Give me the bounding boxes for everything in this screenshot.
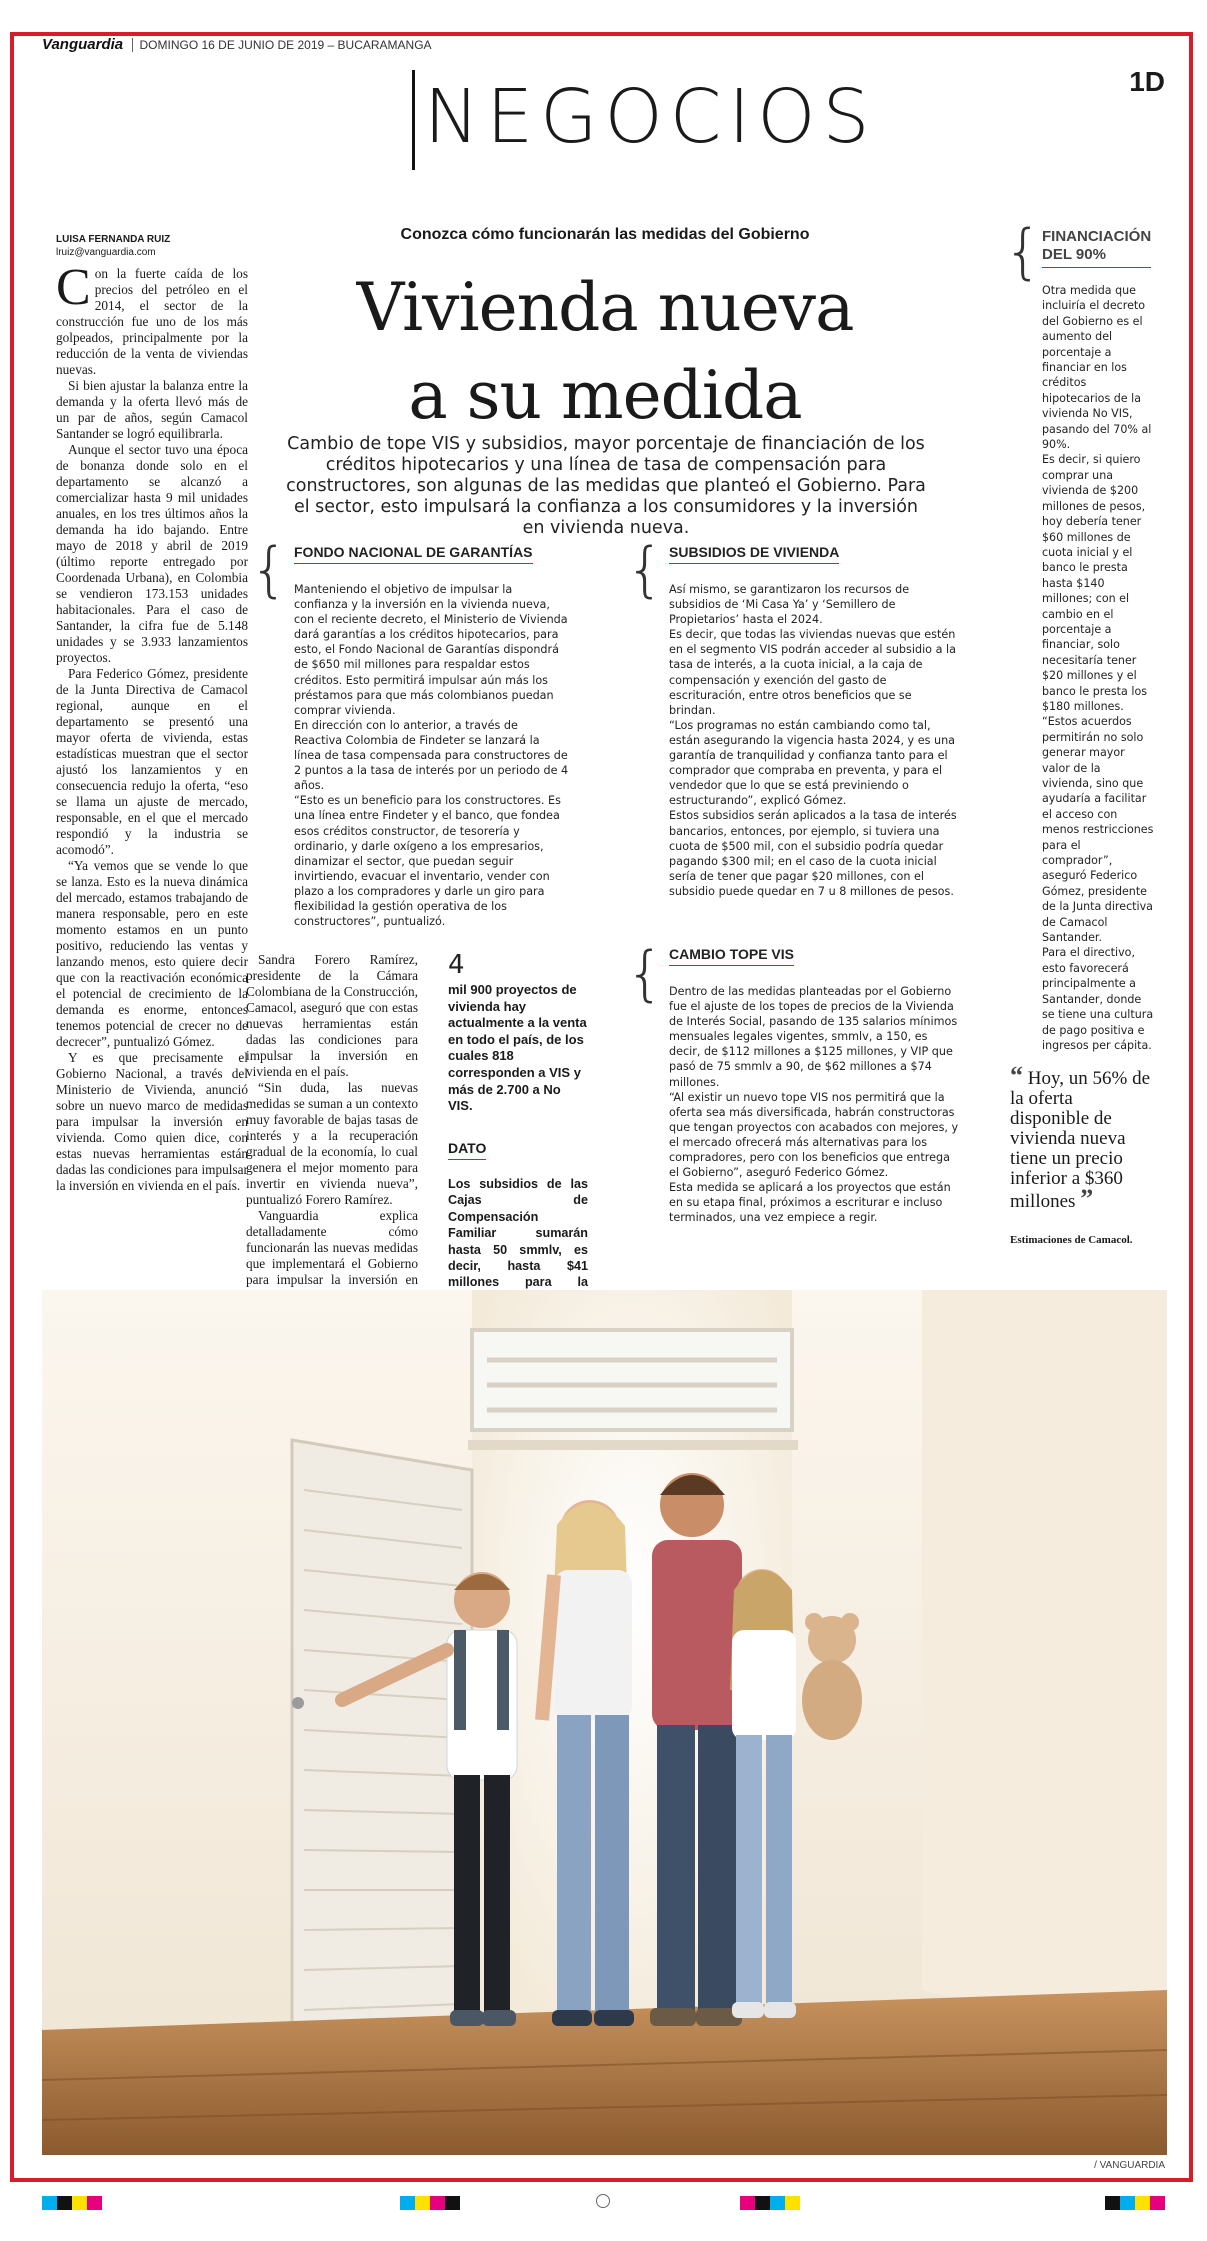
- paragraph: “Al existir un nuevo tope VIS nos permitirá que la oferta sea más diversificada, habrán constructoras que tengan proyectos con acabados con mejores, y el mercado ofrecerá más alternativas para los compradores, pero con los beneficios que entrega el Gobierno”, aseguró Federico Gómez.: [669, 1090, 959, 1180]
- box-title: FONDO NACIONAL DE GARANTÍAS: [294, 544, 533, 564]
- quote-open-icon: “: [1010, 1061, 1023, 1090]
- teddy-bear: [802, 1613, 862, 1740]
- sidebar-title-line: DEL 90%: [1042, 246, 1106, 263]
- page-number: 1D: [1129, 66, 1165, 97]
- author-email: lruiz@vanguardia.com: [56, 246, 156, 258]
- brace-icon: {: [626, 939, 665, 1009]
- dato-text: Los subsidios de las Cajas de Compensación Familiar sumarán hasta 50 smmlv, es decir, hasta $41 millones para la: [448, 1177, 588, 1290]
- paragraph: Para el directivo, esto favorecerá principalmente a Santander, donde se tiene una cultura de pago positiva e ingresos per cápita.: [1042, 946, 1154, 1052]
- paragraph: Si bien ajustar la balanza entre la demanda y la oferta llevó más de un par de años, según Camacol Santander se logró equilibrarla.: [56, 378, 248, 441]
- paragraph: Para Federico Gómez, presidente de la Junta Directiva de Camacol regional, aunque en el departamento se presentó una mayor oferta de vivienda, estas estadísticas muestran que el sector ajustó los lanzamientos y en consecuencia redujo la oferta, “eso se llama un ajuste de mercado, responsable, en el que el mercado respondió y la industria se acomodó”.: [56, 666, 248, 857]
- paragraph: Aunque el sector tuvo una época de bonanza donde solo en el departamento se alcanzó a comercializar hasta 9 mil unidades anuales, en los tres últimos años la demanda ha ido bajando. Entre mayo de 2018 y abril de 2019 (último reporte entregado por Coordenada Urbana), en Colombia se vendieron 173.153 unidades habitacionales. Para el caso de Santander, la cifra fue de 5.148 unidades y se 3.933 lanzamientos proyectos.: [56, 442, 248, 665]
- section-divider: [412, 70, 415, 170]
- headline-line: Vivienda nueva: [356, 269, 854, 346]
- box-cambio-tope: [669, 984, 959, 1226]
- kicker: Conozca cómo funcionarán las medidas del Gobierno: [400, 226, 810, 243]
- drop-cap: C: [56, 259, 91, 316]
- paragraph: Vanguardia explica detalladamente cómo funcionarán las nuevas medidas que implementará el Gobierno para impulsar la inversión en: [246, 1208, 418, 1287]
- paragraph: Dentro de las medidas planteadas por el Gobierno fue el ajuste de los topes de precios de la Vivienda de Interés Social, pasando de 135 salarios mínimos mensuales legales vigentes, smmlv, a 150, es decir, de $112 millones a $125 millones, y VIP que pasó de 75 smmlv a 90, de $62 millones a $74 millones.: [669, 985, 958, 1089]
- paragraph: Es decir, si quiero comprar una vivienda de $200 millones de pesos, hoy debería tener $60 millones de cuota inicial y el banco le presta hasta $140 millones; con el cambio en el porcentaje a financiar, solo necesitaría tener $20 millones y el banco le presta los $180 millones.: [1042, 453, 1148, 713]
- paragraph: Manteniendo el objetivo de impulsar la confianza y la inversión en la vivienda nueva, con el reciente decreto, el Ministerio de Vivienda dará garantías a los créditos hipotecarios, para esto, el Fondo Nacional de Garantías dispondrá de $650 mil millones para respaldar estos créditos. Esto permitirá impulsar aún más los préstamos para que más colombianos puedan comprar vivienda.: [294, 583, 568, 717]
- brace-icon: {: [250, 535, 289, 605]
- paragraph: “Estos acuerdos permitirán no solo generar mayor valor de la vivienda, sino que ayudaría a facilitar el acceso con menos restricciones para el comprador”, aseguró Federico Gómez, presidente de la Junta directiva de Camacol Santander.: [1042, 715, 1154, 945]
- paragraph: on la fuerte caída de los precios del petróleo en el 2014, el sector de la construcción fue uno de los más golpeados, principalmente por la reducción de la venta de viviendas nuevas.: [56, 266, 248, 377]
- paragraph: Estos subsidios serán aplicados a la tasa de interés bancarios, entonces, por ejemplo, si tuviera una cuota de $500 mil, con el subsidio podría quedar pagando $300 mil; en el caso de la cuota inicial sería de tener que pagar $20 millones, con el subsidio puede quedar en 7 u 8 millones de pesos.: [669, 809, 957, 898]
- registration-bar: [400, 2196, 460, 2210]
- brace-icon: {: [1004, 217, 1043, 287]
- quote-close-icon: ”: [1080, 1184, 1094, 1213]
- brand-logo: Vanguardia: [42, 36, 124, 53]
- section-title: NEGOCIOS: [424, 74, 877, 160]
- registration-mark-icon: [596, 2194, 610, 2208]
- deck: Cambio de tope VIS y subsidios, mayor porcentaje de financiación de los créditos hipotecarios y una línea de tasa de compensación para constructores, son algunas de las medidas que planteó el Gobierno. Para el sector, esto impulsará la confianza a los consumidores y la inversión en vivienda nueva.: [286, 434, 926, 538]
- dateline: DOMINGO 16 DE JUNIO DE 2019 – BUCARAMANGA: [132, 38, 431, 52]
- registration-bar: [42, 2196, 102, 2210]
- registration-bar: [1105, 2196, 1165, 2210]
- box-fondo-nacional: [294, 582, 569, 929]
- brace-icon: {: [626, 535, 665, 605]
- paragraph: “Los programas no están cambiando como tal, están asegurando la vigencia hasta 2024, y es una garantía de tranquilidad y confianza tanto para el comprador que compraba en preventa, y para el vendedor que lo que se está previniendo o estructurando”, explicó Gómez.: [669, 718, 956, 808]
- sidebar-title-line: FINANCIACIÓN: [1042, 228, 1152, 245]
- headline-line: a su medida: [408, 357, 802, 434]
- paragraph: Y es que precisamente el Gobierno Nacional, a través del Ministerio de Vivienda, anunció sobre un nuevo marco de medidas para impulsar la inversión en vivienda. Como quien dice, con estas nuevas herramientas están dadas las condiciones para impulsar la inversión en vivienda en el país.: [56, 1050, 248, 1193]
- quote-source: Estimaciones de Camacol.: [1010, 1234, 1133, 1246]
- headline: [260, 264, 950, 440]
- box-title: SUBSIDIOS DE VIVIENDA: [669, 544, 839, 564]
- paragraph: Sandra Forero Ramírez, presidente de la Cámara Colombiana de la Construcción, Camacol, aseguró que con estas nuevas herramientas están dadas las condiciones para impulsar la inversión en vivienda en el país.: [246, 952, 418, 1079]
- byline: [56, 234, 170, 259]
- paragraph: “Ya vemos que se vende lo que se lanza. Esto es la nueva dinámica del mercado, estamos trabajando de manera responsable, pero en este momento estamos en un punto positivo, reduciendo las ventas y lanzando menos, esto quiere decir que con la reactivación económica el potencial de crecimiento de la demanda es enorme, entonces tenemos potencial de crecer no de decrecer”, puntualizó Gómez.: [56, 858, 248, 1049]
- paragraph: Es decir, que todas las viviendas nuevas que estén en el segmento VIS podrán acceder al subsidio a la tasa de interés, a la cuota inicial, a la caja de compensación y exención del gasto de escrituración, entre otros beneficios que se brindan.: [669, 628, 956, 717]
- sidebar-title: [1042, 228, 1151, 268]
- fact-number: 4: [448, 950, 465, 980]
- quote-text: Hoy, un 56% de la oferta disponible de vivienda nueva tiene un precio inferior a $360 millones: [1010, 1068, 1150, 1212]
- family-photo: [42, 1290, 1167, 2155]
- paragraph: Así mismo, se garantizaron los recursos de subsidios de ‘Mi Casa Ya’ y ‘Semillero de Propietarios’ hasta el 2024.: [669, 583, 910, 627]
- box-subsidios: [669, 582, 959, 899]
- main-column-middle: [246, 952, 418, 1304]
- registration-bar: [740, 2196, 800, 2210]
- photo-credit: / VANGUARDIA: [1094, 2160, 1165, 2171]
- masthead-bar: [42, 36, 432, 53]
- pull-quote: [1010, 1061, 1150, 1213]
- paragraph: Esta medida se aplicará a los proyectos que están en su etapa final, próximos a escriturar e incluso terminados, una vez empiece a regir.: [669, 1181, 951, 1225]
- paragraph: En dirección con lo anterior, a través de Reactiva Colombia de Findeter se lanzará la línea de tasa compensada para constructores de 2 puntos a la tasa de interés por un periodo de 4 años.: [294, 718, 569, 793]
- paragraph: “Esto es un beneficio para los constructores. Es una línea entre Findeter y el banco, que fondea esos créditos constructor, de tesorería y ordinario, y darle oxígeno a los empresarios, dinamizar el sector, que puedan seguir invirtiendo, evacuar el inventario, vender con plazo a los compradores y darle un giro para flexibilidad la gestión operativa de los constructores”, puntualizó.: [294, 794, 561, 929]
- box-title: CAMBIO TOPE VIS: [669, 946, 794, 966]
- paragraph: Otra medida que incluiría el decreto del Gobierno es el aumento del porcentaje a financiar en los créditos hipotecarios de la vivienda No VIS, pasando del 70% al 90%.: [1042, 284, 1152, 452]
- paragraph: “Sin duda, las nuevas medidas se suman a un contexto muy favorable de bajas tasas de interés y a la recuperación gradual de la economía, lo cual genera el mejor momento para invertir en vivienda nueva”, puntualizó Forero Ramírez.: [246, 1080, 418, 1207]
- author-name: LUISA FERNANDA RUIZ: [56, 234, 171, 245]
- sidebar-financiacion: [1042, 283, 1154, 1053]
- main-column-left: [56, 259, 248, 1194]
- dato-title: DATO: [448, 1140, 486, 1160]
- fact-text: mil 900 proyectos de vivienda hay actualmente a la venta en todo el país, de los cuales 818 corresponden a VIS y más de 2.700 a No VIS.: [448, 982, 587, 1114]
